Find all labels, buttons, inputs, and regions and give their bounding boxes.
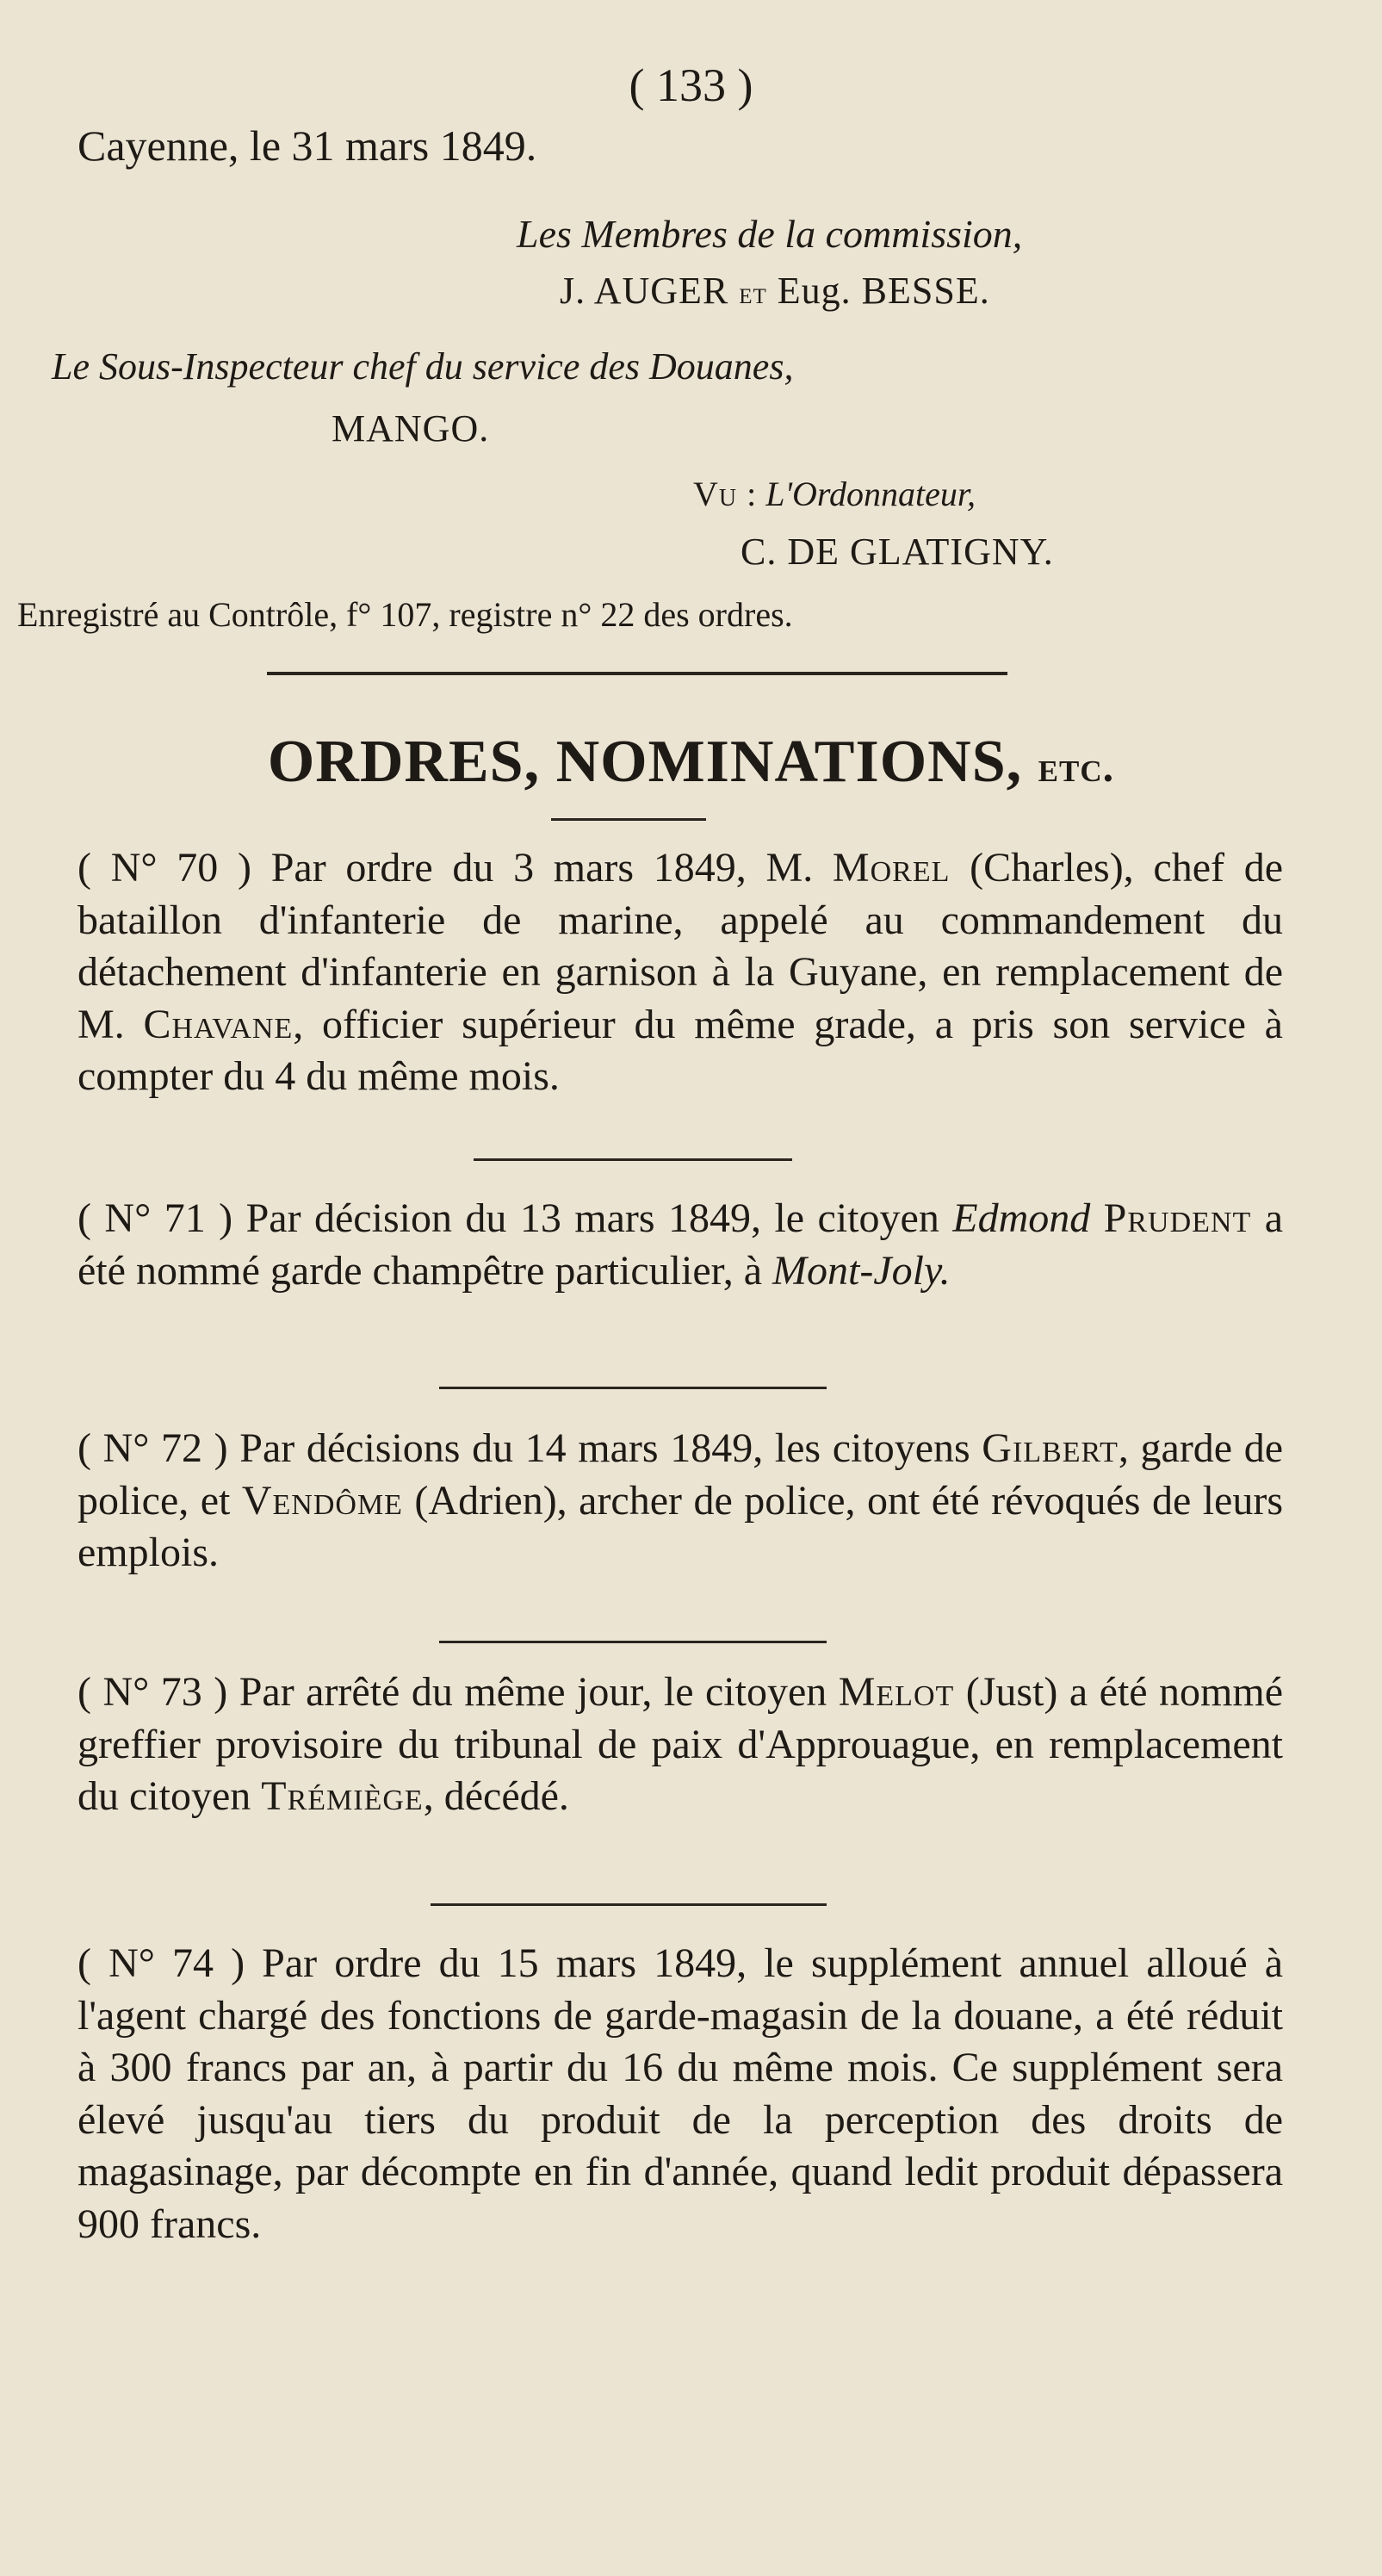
divider-rule bbox=[551, 818, 706, 821]
vu-line bbox=[693, 474, 976, 514]
person-name: Gilbert bbox=[982, 1425, 1119, 1471]
registration-line: Enregistré au Contrôle, f° 107, registre n° 22 des ordres. bbox=[17, 595, 793, 634]
place-name: Mont-Joly. bbox=[772, 1247, 951, 1294]
signatory-besse: Eug. BESSE. bbox=[777, 270, 990, 312]
entry-number: ( N° 72 ) bbox=[77, 1425, 228, 1471]
entry-70: ( N° 70 ) Par ordre du 3 mars 1849, M. Morel (Charles), chef de bataillon d'infanterie de marine, appelé au commandement du détachement d'infanterie en garnison à la Guyane, en remplacement de M. Chavane, officier supérieur du même grade, a pris son service à compter du 4 du même mois. bbox=[77, 845, 1284, 1099]
entry-73: ( N° 73 ) Par arrêté du même jour, le citoyen Melot (Just) a été nommé greffier provisoire du tribunal de paix d'Approuague, en remplacement du citoyen Trémiège, décédé. bbox=[77, 1669, 1284, 1819]
ordonnateur-name: C. DE GLATIGNY. bbox=[741, 531, 1054, 573]
section-heading-etc: etc. bbox=[1038, 742, 1115, 791]
place-date: Cayenne, le 31 mars 1849. bbox=[77, 121, 537, 170]
vu-label: Vu : bbox=[693, 475, 758, 513]
signatories-title: Les Membres de la commission, bbox=[517, 212, 1023, 256]
divider-rule bbox=[267, 672, 1007, 675]
signatories-and: et bbox=[739, 276, 767, 310]
person-name: Chavane bbox=[143, 1001, 294, 1047]
vu-title: L'Ordonnateur, bbox=[765, 475, 976, 513]
divider-rule bbox=[431, 1903, 827, 1906]
divider-rule bbox=[439, 1387, 827, 1389]
entry-72: ( N° 72 ) Par décisions du 14 mars 1849, les citoyens Gilbert, garde de police, et Vendôme (Adrien), archer de police, ont été révoqués de leurs emplois. bbox=[77, 1425, 1284, 1575]
entry-number: ( N° 74 ) bbox=[77, 1940, 245, 1986]
inspector-name: MANGO. bbox=[332, 407, 490, 450]
signatories-names bbox=[560, 269, 990, 313]
section-heading bbox=[0, 728, 1382, 797]
entry-number: ( N° 70 ) bbox=[77, 845, 251, 891]
entry-71: ( N° 71 ) Par décision du 13 mars 1849, le citoyen Edmond Prudent a été nommé garde champêtre particulier, à Mont-Joly. bbox=[77, 1195, 1283, 1294]
person-name: Prudent bbox=[1103, 1195, 1252, 1241]
inspector-title: Le Sous-Inspecteur chef du service des Douanes, bbox=[52, 345, 794, 388]
person-name: Melot bbox=[838, 1669, 955, 1715]
section-heading-text: ORDRES, NOMINATIONS, bbox=[267, 729, 1023, 795]
person-name: Trémiège bbox=[261, 1773, 424, 1819]
person-name: Morel bbox=[832, 845, 951, 891]
divider-rule bbox=[474, 1158, 792, 1161]
entry-number: ( N° 71 ) bbox=[77, 1195, 233, 1241]
entry-number: ( N° 73 ) bbox=[77, 1669, 228, 1715]
divider-rule bbox=[439, 1641, 827, 1643]
page-number: ( 133 ) bbox=[629, 59, 753, 111]
signatory-auger: J. AUGER bbox=[560, 270, 729, 312]
entry-74: ( N° 74 ) Par ordre du 15 mars 1849, le supplément annuel alloué à l'agent chargé des fonctions de garde-magasin de la douane, a été réduit à 300 francs par an, à partir du 16 du même mois. Ce supplément sera élevé jusqu'au tiers du produit de la perception des droits de magasinage, par décompte en fin d'année, quand ledit produit dépassera 900 francs. bbox=[77, 1940, 1284, 2247]
person-name: Vendôme bbox=[241, 1477, 403, 1524]
